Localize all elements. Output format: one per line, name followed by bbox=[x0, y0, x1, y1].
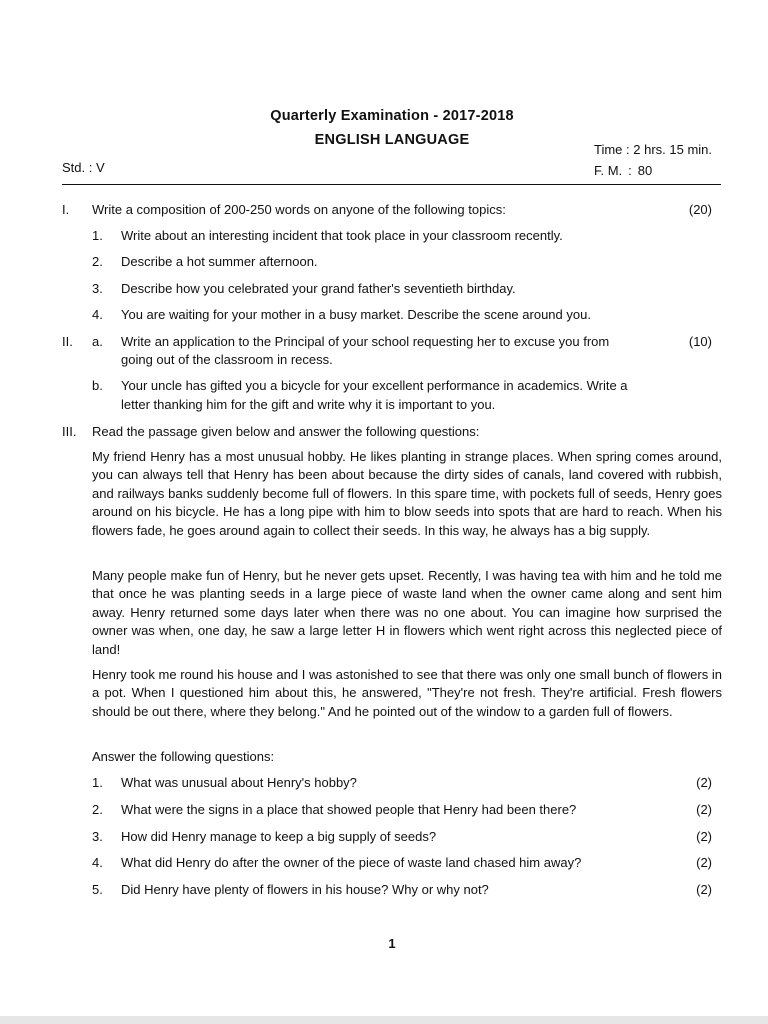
topic-text: Describe a hot summer afternoon. bbox=[121, 254, 318, 269]
section-2-number: II. bbox=[62, 334, 73, 349]
section-3-number: III. bbox=[62, 424, 77, 439]
header-divider bbox=[62, 184, 721, 185]
question-a-letter: a. bbox=[92, 334, 103, 349]
topic-number: 4. bbox=[92, 307, 103, 322]
question-text: What were the signs in a place that showed people that Henry had been there? bbox=[121, 802, 577, 817]
question-number: 3. bbox=[92, 829, 103, 844]
topic-text: Describe how you celebrated your grand father's seventieth birthday. bbox=[121, 281, 516, 296]
passage-paragraph-1: My friend Henry has a most unusual hobby. He likes planting in strange places. When spring comes around, you can always tell that Henry has been about because the dirty sides of canals, land covered with rubbish, and railways banks suddenly become full of flowers. In this spare time, with pockets full of seeds, Henry goes around on his bicycle. He has a long pipe with him to blow seeds into spots that are hard to reach. When his flowers fade, he goes around again to collect their seeds. In this way, he always has a big supply. bbox=[92, 449, 722, 538]
section-2-marks: (10) bbox=[688, 334, 712, 349]
page-number: 1 bbox=[388, 936, 396, 951]
question-number: 5. bbox=[92, 882, 103, 897]
question-text: What did Henry do after the owner of the piece of waste land chased him away? bbox=[121, 855, 582, 870]
question-text: How did Henry manage to keep a big supply of seeds? bbox=[121, 829, 437, 844]
time-label: Time : 2 hrs. 15 min. bbox=[594, 142, 712, 157]
question-text: Did Henry have plenty of flowers in his house? Why or why not? bbox=[121, 882, 489, 897]
answer-heading: Answer the following questions: bbox=[92, 749, 275, 764]
full-marks-value: 80 bbox=[637, 163, 653, 178]
question-marks: (2) bbox=[696, 775, 712, 790]
question-number: 2. bbox=[92, 802, 103, 817]
section-1-instruction: Write a composition of 200-250 words on anyone of the following topics: bbox=[92, 202, 506, 217]
question-number: 1. bbox=[92, 775, 103, 790]
question-a-line-1: Write an application to the Principal of your school requesting her to excuse you from bbox=[121, 334, 610, 349]
question-b-line-1: Your uncle has gifted you a bicycle for your excellent performance in academics. Write a bbox=[121, 378, 628, 393]
full-marks-key: F. M. bbox=[594, 163, 623, 178]
question-number: 4. bbox=[92, 855, 103, 870]
question-marks: (2) bbox=[696, 802, 712, 817]
section-1-number: I. bbox=[62, 202, 70, 217]
full-marks-separator: : bbox=[628, 163, 632, 178]
section-1-marks: (20) bbox=[688, 202, 712, 217]
question-a-line-2: going out of the classroom in recess. bbox=[121, 352, 333, 367]
question-b-letter: b. bbox=[92, 378, 103, 393]
question-text: What was unusual about Henry's hobby? bbox=[121, 775, 357, 790]
topic-number: 3. bbox=[92, 281, 103, 296]
page-bottom-edge bbox=[0, 1016, 768, 1024]
question-b-line-2: letter thanking him for the gift and write why it is important to you. bbox=[121, 397, 496, 412]
subject-title: ENGLISH LANGUAGE bbox=[314, 132, 470, 148]
exam-title: Quarterly Examination - 2017-2018 bbox=[270, 108, 514, 124]
topic-number: 2. bbox=[92, 254, 103, 269]
section-3-instruction: Read the passage given below and answer the following questions: bbox=[92, 424, 480, 439]
topic-text: Write about an interesting incident that took place in your classroom recently. bbox=[121, 228, 563, 243]
passage-paragraph-2: Many people make fun of Henry, but he never gets upset. Recently, I was having tea with him and he told me that once he was planting seeds in a large piece of waste land when the owner came along and sent him away. Henry returned some days later when there was no one about. You can imagine how surprised the owner was when, one day, he saw a large letter H in flowers which went right across this neglected piece of land! bbox=[92, 568, 722, 657]
full-marks-label bbox=[594, 163, 652, 178]
question-marks: (2) bbox=[696, 882, 712, 897]
topic-number: 1. bbox=[92, 228, 103, 243]
topic-text: You are waiting for your mother in a busy market. Describe the scene around you. bbox=[121, 307, 591, 322]
passage-paragraph-3: Henry took me round his house and I was astonished to see that there was only one small bunch of flowers in a pot. When I questioned him about this, he answered, "They're not fresh. They're artificial. Fresh flowers should be out there, where they belong." And he pointed out of the window to a garden full of flowers. bbox=[92, 667, 722, 719]
question-marks: (2) bbox=[696, 829, 712, 844]
question-marks: (2) bbox=[696, 855, 712, 870]
standard-label: Std. : V bbox=[62, 160, 105, 175]
